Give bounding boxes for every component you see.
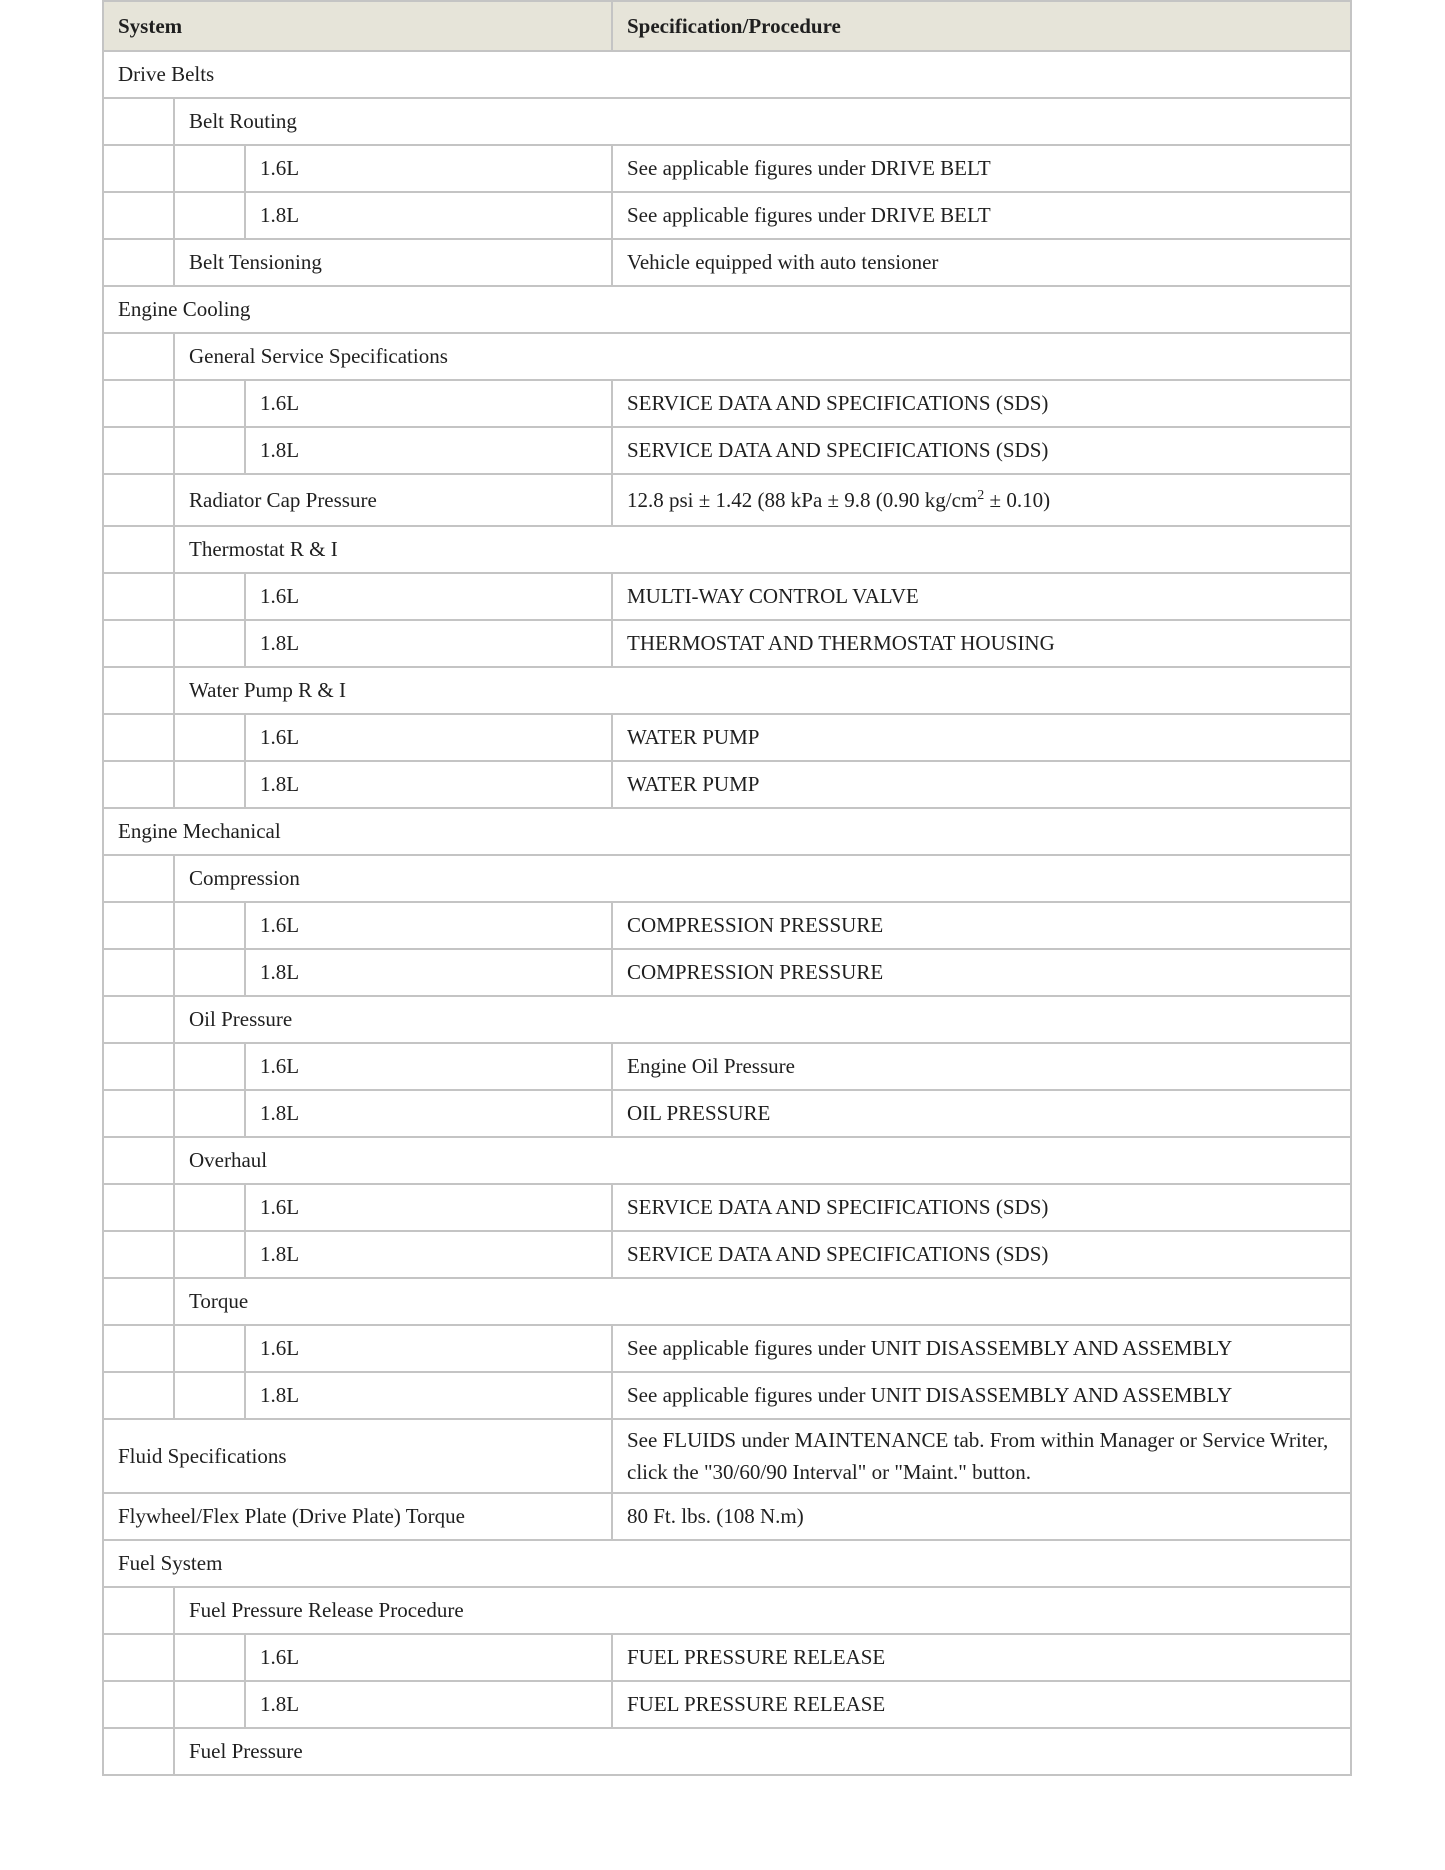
table-row bbox=[103, 1540, 1351, 1587]
table-row bbox=[103, 714, 1351, 761]
table-row bbox=[103, 1587, 1351, 1634]
indent-cell bbox=[103, 667, 174, 714]
indent-cell bbox=[174, 1043, 245, 1090]
table-row bbox=[103, 620, 1351, 667]
table-row bbox=[103, 902, 1351, 949]
indent-cell bbox=[174, 427, 245, 474]
system-cell: Engine Cooling bbox=[103, 286, 1351, 333]
system-cell: 1.6L bbox=[245, 1184, 612, 1231]
table-row bbox=[103, 1184, 1351, 1231]
spec-cell: FUEL PRESSURE RELEASE bbox=[612, 1681, 1351, 1728]
table-row bbox=[103, 1137, 1351, 1184]
indent-cell bbox=[103, 1231, 174, 1278]
indent-cell bbox=[103, 573, 174, 620]
table-row bbox=[103, 1090, 1351, 1137]
spec-cell: See applicable figures under DRIVE BELT bbox=[612, 192, 1351, 239]
table-row bbox=[103, 286, 1351, 333]
table-row bbox=[103, 427, 1351, 474]
table-row bbox=[103, 1634, 1351, 1681]
system-cell: Fluid Specifications bbox=[103, 1419, 612, 1493]
system-cell: Thermostat R & I bbox=[174, 526, 1351, 573]
system-cell: 1.6L bbox=[245, 573, 612, 620]
system-cell: 1.8L bbox=[245, 1681, 612, 1728]
indent-cell bbox=[103, 902, 174, 949]
header-system: System bbox=[103, 1, 612, 51]
system-cell: Engine Mechanical bbox=[103, 808, 1351, 855]
indent-cell bbox=[103, 526, 174, 573]
system-cell: Drive Belts bbox=[103, 51, 1351, 98]
spec-text: 12.8 psi ± 1.42 (88 kPa ± 9.8 (0.90 kg/cm bbox=[627, 487, 978, 512]
system-cell: 1.8L bbox=[245, 1372, 612, 1419]
spec-cell: SERVICE DATA AND SPECIFICATIONS (SDS) bbox=[612, 1184, 1351, 1231]
system-cell: General Service Specifications bbox=[174, 333, 1351, 380]
system-cell: Torque bbox=[174, 1278, 1351, 1325]
table-row bbox=[103, 380, 1351, 427]
table-row bbox=[103, 1681, 1351, 1728]
indent-cell bbox=[103, 1137, 174, 1184]
system-cell: Belt Routing bbox=[174, 98, 1351, 145]
spec-cell: See applicable figures under UNIT DISASSEMBLY AND ASSEMBLY bbox=[612, 1372, 1351, 1419]
system-cell: 1.6L bbox=[245, 1634, 612, 1681]
table-row bbox=[103, 1231, 1351, 1278]
spec-cell: 80 Ft. lbs. (108 N.m) bbox=[612, 1493, 1351, 1540]
spec-cell: OIL PRESSURE bbox=[612, 1090, 1351, 1137]
spec-cell: COMPRESSION PRESSURE bbox=[612, 949, 1351, 996]
indent-cell bbox=[174, 1372, 245, 1419]
system-cell: 1.6L bbox=[245, 714, 612, 761]
table-row bbox=[103, 474, 1351, 526]
table-row bbox=[103, 808, 1351, 855]
indent-cell bbox=[103, 380, 174, 427]
indent-cell bbox=[174, 1325, 245, 1372]
spec-superscript: 2 bbox=[977, 487, 985, 503]
system-cell: Compression bbox=[174, 855, 1351, 902]
spec-text-tail: ± 0.10) bbox=[984, 487, 1051, 512]
system-cell: Belt Tensioning bbox=[174, 239, 612, 286]
table-row bbox=[103, 1372, 1351, 1419]
indent-cell bbox=[103, 427, 174, 474]
table-row bbox=[103, 145, 1351, 192]
indent-cell bbox=[103, 1278, 174, 1325]
system-cell: 1.6L bbox=[245, 145, 612, 192]
indent-cell bbox=[174, 949, 245, 996]
system-cell: 1.8L bbox=[245, 761, 612, 808]
table-row bbox=[103, 573, 1351, 620]
system-cell: 1.8L bbox=[245, 620, 612, 667]
system-cell: 1.6L bbox=[245, 1325, 612, 1372]
indent-cell bbox=[174, 902, 245, 949]
indent-cell bbox=[174, 1231, 245, 1278]
spec-cell: WATER PUMP bbox=[612, 761, 1351, 808]
spec-cell: MULTI-WAY CONTROL VALVE bbox=[612, 573, 1351, 620]
table-row bbox=[103, 667, 1351, 714]
table-row bbox=[103, 526, 1351, 573]
spec-cell: THERMOSTAT AND THERMOSTAT HOUSING bbox=[612, 620, 1351, 667]
table-row bbox=[103, 192, 1351, 239]
system-cell: Water Pump R & I bbox=[174, 667, 1351, 714]
system-cell: 1.8L bbox=[245, 192, 612, 239]
indent-cell bbox=[103, 855, 174, 902]
system-cell: 1.8L bbox=[245, 949, 612, 996]
table-row bbox=[103, 761, 1351, 808]
spec-cell: See applicable figures under DRIVE BELT bbox=[612, 145, 1351, 192]
spec-body bbox=[103, 51, 1351, 1775]
table-row bbox=[103, 949, 1351, 996]
table-row bbox=[103, 1419, 1351, 1493]
spec-cell: SERVICE DATA AND SPECIFICATIONS (SDS) bbox=[612, 380, 1351, 427]
indent-cell bbox=[103, 192, 174, 239]
spec-cell bbox=[612, 474, 1351, 526]
table-row bbox=[103, 1043, 1351, 1090]
table-row bbox=[103, 239, 1351, 286]
indent-cell bbox=[103, 1634, 174, 1681]
table-row bbox=[103, 1493, 1351, 1540]
spec-cell: FUEL PRESSURE RELEASE bbox=[612, 1634, 1351, 1681]
system-cell: 1.8L bbox=[245, 1090, 612, 1137]
spec-cell: WATER PUMP bbox=[612, 714, 1351, 761]
header-spec: Specification/Procedure bbox=[612, 1, 1351, 51]
table-row bbox=[103, 333, 1351, 380]
system-cell: 1.6L bbox=[245, 902, 612, 949]
system-cell: 1.6L bbox=[245, 1043, 612, 1090]
system-cell: Overhaul bbox=[174, 1137, 1351, 1184]
spec-cell: Engine Oil Pressure bbox=[612, 1043, 1351, 1090]
indent-cell bbox=[174, 761, 245, 808]
table-row bbox=[103, 1728, 1351, 1775]
indent-cell bbox=[174, 573, 245, 620]
indent-cell bbox=[174, 714, 245, 761]
system-cell: 1.8L bbox=[245, 1231, 612, 1278]
table-row bbox=[103, 855, 1351, 902]
indent-cell bbox=[103, 996, 174, 1043]
indent-cell bbox=[103, 1681, 174, 1728]
system-cell: 1.6L bbox=[245, 380, 612, 427]
indent-cell bbox=[103, 1325, 174, 1372]
indent-cell bbox=[174, 1681, 245, 1728]
spec-cell: SERVICE DATA AND SPECIFICATIONS (SDS) bbox=[612, 427, 1351, 474]
indent-cell bbox=[103, 949, 174, 996]
table-row bbox=[103, 51, 1351, 98]
indent-cell bbox=[103, 239, 174, 286]
spec-cell: See applicable figures under UNIT DISASSEMBLY AND ASSEMBLY bbox=[612, 1325, 1351, 1372]
indent-cell bbox=[174, 1184, 245, 1231]
indent-cell bbox=[103, 145, 174, 192]
table-row bbox=[103, 1325, 1351, 1372]
indent-cell bbox=[174, 620, 245, 667]
indent-cell bbox=[174, 1090, 245, 1137]
system-cell: Oil Pressure bbox=[174, 996, 1351, 1043]
indent-cell bbox=[103, 1587, 174, 1634]
indent-cell bbox=[103, 620, 174, 667]
system-cell: Fuel Pressure Release Procedure bbox=[174, 1587, 1351, 1634]
table-row bbox=[103, 996, 1351, 1043]
indent-cell bbox=[103, 333, 174, 380]
spec-cell: SERVICE DATA AND SPECIFICATIONS (SDS) bbox=[612, 1231, 1351, 1278]
spec-cell: See FLUIDS under MAINTENANCE tab. From within Manager or Service Writer, click the "30/60/90 Interval" or "Maint." button. bbox=[612, 1419, 1351, 1493]
indent-cell bbox=[103, 714, 174, 761]
indent-cell bbox=[174, 1634, 245, 1681]
spec-cell: COMPRESSION PRESSURE bbox=[612, 902, 1351, 949]
system-cell: Fuel Pressure bbox=[174, 1728, 1351, 1775]
indent-cell bbox=[103, 98, 174, 145]
system-cell: 1.8L bbox=[245, 427, 612, 474]
indent-cell bbox=[174, 145, 245, 192]
indent-cell bbox=[103, 1372, 174, 1419]
table-row bbox=[103, 1278, 1351, 1325]
indent-cell bbox=[174, 192, 245, 239]
spec-cell: Vehicle equipped with auto tensioner bbox=[612, 239, 1351, 286]
system-cell: Radiator Cap Pressure bbox=[174, 474, 612, 526]
system-cell: Flywheel/Flex Plate (Drive Plate) Torque bbox=[103, 1493, 612, 1540]
indent-cell bbox=[103, 1184, 174, 1231]
indent-cell bbox=[174, 380, 245, 427]
system-cell: Fuel System bbox=[103, 1540, 1351, 1587]
indent-cell bbox=[103, 1090, 174, 1137]
header-row bbox=[103, 1, 1351, 51]
indent-cell bbox=[103, 474, 174, 526]
indent-cell bbox=[103, 761, 174, 808]
indent-cell bbox=[103, 1043, 174, 1090]
table-row bbox=[103, 98, 1351, 145]
spec-table bbox=[102, 0, 1352, 1776]
indent-cell bbox=[103, 1728, 174, 1775]
